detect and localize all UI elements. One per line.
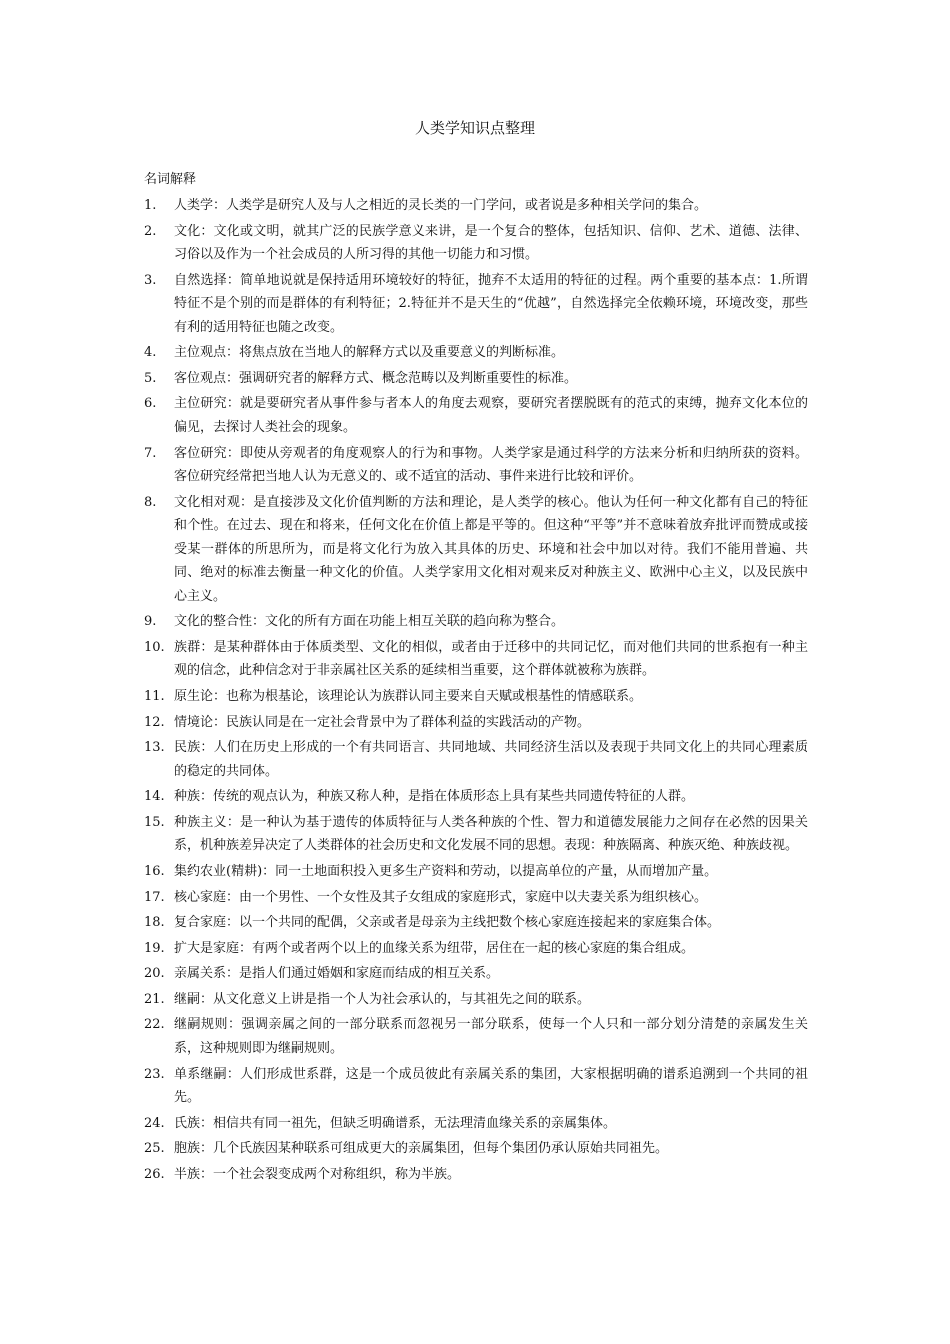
item-number: 24.	[144, 1115, 165, 1131]
list-item	[144, 962, 808, 986]
item-number: 5.	[144, 370, 157, 386]
list-item	[144, 1112, 808, 1136]
list-item	[144, 988, 808, 1012]
list-item	[144, 811, 808, 858]
item-text: 复合家庭：以一个共同的配偶，父亲或者是母亲为主线把数个核心家庭连接起来的家庭集合体。	[174, 915, 721, 931]
section-heading: 名词解释	[144, 172, 197, 187]
item-number: 12.	[144, 714, 165, 730]
item-text: 继嗣规则：强调亲属之间的一部分联系而忽视另一部分联系，使每一个人只和一部分划分清楚的亲属发生关系，这种规则即为继嗣规则。	[174, 1017, 808, 1056]
item-number: 19.	[144, 940, 165, 956]
list-item	[144, 937, 808, 961]
list-item	[144, 860, 808, 884]
item-text: 种族：传统的观点认为，种族又称人种，是指在体质形态上具有某些共同遗传特征的人群。	[174, 789, 695, 805]
item-text: 客位研究：即使从旁观者的角度观察人的行为和事物。人类学家是通过科学的方法来分析和归纳所获的资料。客位研究经常把当地人认为无意义的、或不适宜的活动、事件来进行比较和评价。	[174, 445, 808, 485]
item-number: 18.	[144, 915, 165, 931]
list-item	[144, 886, 808, 910]
list-item	[144, 491, 808, 609]
item-number: 3.	[144, 272, 157, 288]
item-text: 继嗣：从文化意义上讲是指一个人为社会承认的，与其祖先之间的联系。	[174, 991, 591, 1007]
item-number: 22.	[144, 1017, 165, 1033]
item-number: 20.	[144, 966, 165, 982]
list-item	[144, 1013, 808, 1060]
item-text: 人类学：人类学是研究人及与人之相近的灵长类的一门学问，或者说是多种相关学问的集合。	[174, 198, 708, 213]
item-number: 8.	[144, 494, 157, 510]
item-text: 原生论：也称为根基论，该理论认为族群认同主要来自天赋或根基性的情感联系。	[174, 688, 643, 704]
item-text: 客位观点：强调研究者的解释方式、概念范畴以及判断重要性的标准。	[174, 370, 578, 386]
item-text: 氏族：相信共有同一祖先，但缺乏明确谱系，无法理清血缘关系的亲属集体。	[174, 1115, 617, 1131]
item-text: 自然选择：简单地说就是保持适用环境较好的特征，抛弃不太适用的特征的过程。两个重要的基本点：1.所谓特征不是个别的而是群体的有利特征；2.特征并不是天生的“优越”，自然选择完全依赖环境，环境改变，那些有利的适用特征也随之改变。	[174, 272, 808, 335]
item-number: 13.	[144, 740, 165, 756]
item-text: 种族主义：是一种认为基于遗传的体质特征与人类各种族的个性、智力和道德发展能力之间存在必然的因果关系，机种族差异决定了人类群体的社会历史和文化发展不同的思想。表现：种族隔离、种族灭绝、种族歧视。	[174, 814, 808, 854]
list-item	[144, 736, 808, 783]
item-text: 情境论：民族认同是在一定社会背景中为了群体利益的实践活动的产物。	[174, 714, 591, 730]
item-number: 9.	[144, 614, 157, 630]
list-item	[144, 367, 808, 391]
item-text: 单系继嗣：人们形成世系群，这是一个成员彼此有亲属关系的集团，大家根据明确的谱系追溯到一个共同的祖先。	[174, 1066, 808, 1106]
list-item	[144, 1063, 808, 1110]
item-text: 核心家庭：由一个男性、一个女性及其子女组成的家庭形式，家庭中以夫妻关系为组织核心。	[174, 889, 708, 905]
list-item	[144, 392, 808, 439]
list-item	[144, 1137, 808, 1161]
item-text: 半族：一个社会裂变成两个对称组织，称为半族。	[174, 1166, 461, 1182]
item-text: 主位观点：将焦点放在当地人的解释方式以及重要意义的判断标准。	[174, 345, 565, 361]
list-item	[144, 194, 808, 218]
list-item	[144, 711, 808, 735]
list-item	[144, 785, 808, 809]
item-text: 扩大是家庭：有两个或者两个以上的血缘关系为纽带，居住在一起的核心家庭的集合组成。	[174, 940, 695, 956]
item-text: 亲属关系：是指人们通过婚姻和家庭而结成的相互关系。	[174, 966, 500, 982]
item-number: 23.	[144, 1066, 165, 1082]
list-item	[144, 685, 808, 709]
item-text: 胞族：几个氏族因某种联系可组成更大的亲属集团，但每个集团仍承认原始共同祖先。	[174, 1141, 669, 1157]
item-text: 主位研究：就是要研究者从事件参与者本人的角度去观察，要研究者摆脱既有的范式的束缚，抛弃文化本位的偏见，去探讨人类社会的现象。	[174, 396, 808, 435]
item-text: 文化相对观：是直接涉及文化价值判断的方法和理论，是人类学的核心。他认为任何一种文化都有自己的特征和个性。在过去、现在和将来，任何文化在价值上都是平等的。但这种“平等”并不意味着放弃批评而赞成或接受某一群体的所思所为，而是将文化行为放入其具体的历史、环境和社会中加以对待。我们不能用普遍、共同、绝对的标准去衡量一种文化的价值。人类学家用文化相对观来反对种族主义、欧洲中心主义，以及民族中心主义。	[174, 494, 808, 604]
item-number: 4.	[144, 345, 157, 361]
list-item	[144, 636, 808, 683]
item-number: 10.	[144, 639, 165, 655]
item-number: 14.	[144, 789, 165, 805]
item-text: 文化的整合性：文化的所有方面在功能上相互关联的趋向称为整合。	[174, 614, 565, 630]
list-item	[144, 1163, 808, 1187]
list-item	[144, 269, 808, 340]
item-number: 17.	[144, 889, 165, 905]
definition-list	[144, 194, 808, 1188]
item-number: 15.	[144, 814, 165, 830]
list-item	[144, 442, 808, 489]
item-number: 16.	[144, 863, 165, 879]
item-text: 集约农业(精耕)：同一土地面积投入更多生产资料和劳动，以提高单位的产量，从而增加产量。	[174, 863, 718, 879]
item-number: 7.	[144, 445, 157, 461]
item-text: 文化：文化或文明，就其广泛的民族学意义来讲，是一个复合的整体，包括知识、信仰、艺术、道德、法律、习俗以及作为一个社会成员的人所习得的其他一切能力和习惯。	[174, 223, 808, 263]
item-text: 族群：是某种群体由于体质类型、文化的相似，或者由于迁移中的共同记忆，而对他们共同的世系抱有一种主观的信念，此种信念对于非亲属社区关系的延续相当重要，这个群体就被称为族群。	[174, 639, 808, 679]
list-item	[144, 911, 808, 935]
list-item	[144, 341, 808, 365]
item-number: 25.	[144, 1141, 165, 1157]
item-number: 6.	[144, 396, 157, 412]
item-number: 21.	[144, 991, 165, 1007]
item-text: 民族：人们在历史上形成的一个有共同语言、共同地域、共同经济生活以及表现于共同文化上的共同心理素质的稳定的共同体。	[174, 740, 808, 779]
item-number: 11.	[144, 688, 165, 704]
item-number: 1.	[144, 198, 157, 213]
item-number: 26.	[144, 1166, 165, 1182]
list-item	[144, 220, 808, 267]
page-title: 人类学知识点整理	[414, 119, 535, 137]
item-number: 2.	[144, 223, 157, 239]
list-item	[144, 610, 808, 634]
